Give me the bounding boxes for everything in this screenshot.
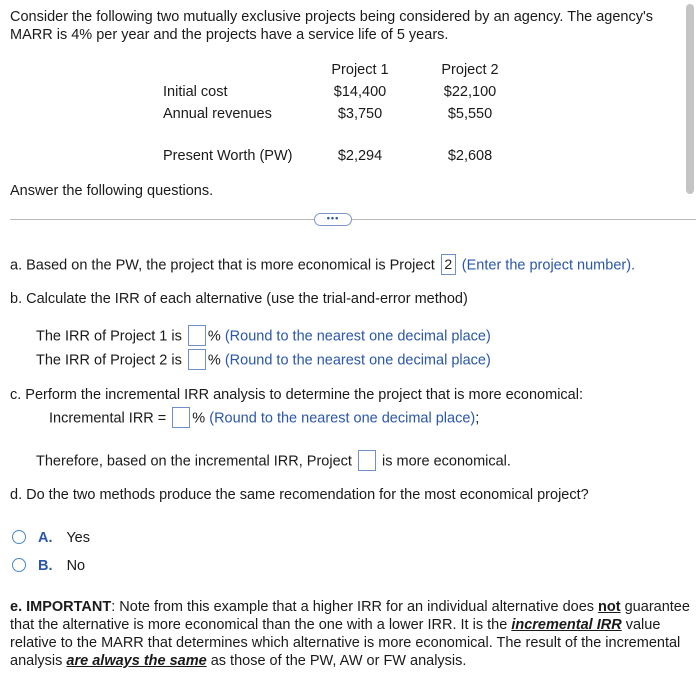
note-not: not <box>598 599 621 615</box>
problem-statement <box>10 8 653 44</box>
note-incremental-irr: incremental IRR <box>511 617 622 633</box>
header-project-1: Project 1 <box>331 62 389 78</box>
incremental-irr-label: Incremental IRR = <box>49 410 167 427</box>
question-c-text: c. Perform the incremental IRR analysis to determine the project that is more economical: <box>10 387 583 403</box>
irr-project-1-hint: (Round to the nearest one decimal place) <box>224 328 491 345</box>
question-a-text: a. Based on the PW, the project that is more economical is Project <box>10 257 435 274</box>
radio-a-icon[interactable] <box>12 530 26 544</box>
question-b-text: b. Calculate the IRR of each alternative (use the trial-and-error method) <box>10 291 468 307</box>
project-number-input[interactable]: 2 <box>441 254 456 275</box>
important-note <box>10 598 694 670</box>
irr-project-2-hint: (Round to the nearest one decimal place) <box>224 352 491 369</box>
percent-sign: % <box>207 352 221 369</box>
percent-sign: % <box>207 328 221 345</box>
option-a-letter: A. <box>38 530 53 546</box>
therefore-pre: Therefore, based on the incremental IRR, Project <box>36 453 352 470</box>
irr-project-2-label: The IRR of Project 2 is <box>36 352 182 369</box>
option-b-label: No <box>66 558 86 574</box>
irr-project-2-row <box>36 350 491 371</box>
initial-cost-p2: $22,100 <box>443 84 497 100</box>
incremental-irr-hint: (Round to the nearest one decimal place) <box>209 410 476 427</box>
note-always-same: are always the same <box>66 653 207 669</box>
irr-project-1-row <box>36 326 491 347</box>
irr-project-1-label: The IRR of Project 1 is <box>36 328 182 345</box>
row-label-pw: Present Worth (PW) <box>163 148 293 164</box>
note-text-2: guarantee that the alternative is more economical than the one with a lower IRR. It is the <box>10 599 690 633</box>
question-d-text: d. Do the two methods produce the same recomendation for the most economical project? <box>10 487 589 503</box>
incremental-irr-row <box>49 408 479 429</box>
answer-prompt: Answer the following questions. <box>10 183 214 198</box>
irr-project-1-input[interactable] <box>188 325 206 346</box>
incremental-irr-input[interactable] <box>172 407 190 428</box>
projects-table <box>0 58 700 168</box>
therefore-row <box>36 451 511 472</box>
pw-p1: $2,294 <box>337 148 383 164</box>
note-text-1: : Note from this example that a higher IRR for an individual alternative does <box>111 599 599 615</box>
pw-p2: $2,608 <box>447 148 493 164</box>
annual-revenues-p2: $5,550 <box>447 106 493 122</box>
intro-line-1: Consider the following two mutually exclusive projects being considered by an agency. The agency's <box>10 9 654 25</box>
note-lead: e. IMPORTANT <box>10 599 112 615</box>
semicolon: ; <box>475 410 480 427</box>
row-label-initial-cost: Initial cost <box>163 84 228 100</box>
annual-revenues-p1: $3,750 <box>337 106 383 122</box>
option-a-label: Yes <box>66 530 90 546</box>
initial-cost-p1: $14,400 <box>333 84 387 100</box>
row-label-annual-revenues: Annual revenues <box>163 106 272 122</box>
option-b-letter: B. <box>38 558 53 574</box>
question-a-hint: (Enter the project number). <box>461 257 636 274</box>
irr-project-2-input[interactable] <box>188 349 206 370</box>
header-project-2: Project 2 <box>441 62 499 78</box>
note-text-3: value relative to the MARR that determines which alternative is more economical. The result of the incremental analysis <box>10 617 681 669</box>
radio-b-icon[interactable] <box>12 558 26 572</box>
percent-sign: % <box>192 410 206 427</box>
note-text-4: as those of the PW, AW or FW analysis. <box>206 653 467 669</box>
option-a[interactable] <box>12 530 90 546</box>
therefore-project-input[interactable] <box>358 450 376 471</box>
option-b[interactable] <box>12 558 85 574</box>
expand-more-button[interactable]: ••• <box>314 213 352 226</box>
section-divider <box>10 219 696 220</box>
question-a <box>10 255 635 276</box>
scrollbar-thumb[interactable] <box>686 4 694 194</box>
therefore-post: is more economical. <box>382 453 511 470</box>
intro-line-2: MARR is 4% per year and the projects have a service life of 5 years. <box>10 27 449 43</box>
